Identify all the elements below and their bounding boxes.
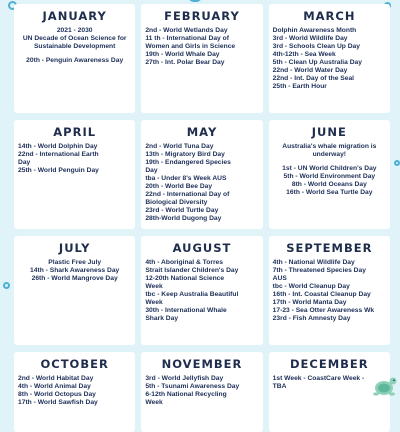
month-card-november: [141, 352, 262, 432]
event-item: Week: [145, 299, 163, 306]
month-title: DECEMBER: [290, 357, 369, 371]
event-list: [145, 27, 258, 67]
event-item: Day: [18, 159, 31, 166]
event-item: 8th - World Octopus Day: [18, 391, 96, 398]
month-title: JUNE: [311, 125, 347, 139]
event-item: 23rd - Fish Amnesty Day: [272, 315, 351, 322]
event-item: 3rd - World Jellyfish Day: [145, 375, 224, 382]
event-list: [273, 143, 386, 197]
event-item: 28th-World Dugong Day: [145, 215, 222, 222]
month-grid: [14, 4, 390, 414]
event-list: [18, 143, 131, 175]
event-item: 22nd - International Earth: [18, 151, 99, 158]
event-list: [18, 259, 131, 283]
event-item: 16th - Int. Coastal Cleanup Day: [272, 291, 371, 298]
event-item: 26th - World Mangrove Day: [31, 275, 118, 282]
month-title: NOVEMBER: [161, 357, 243, 371]
event-item: 12-20th National Science: [145, 275, 225, 282]
event-item: 1st Week - CoastCare Week -: [272, 375, 365, 382]
event-item: 3rd - Schools Clean Up Day: [272, 43, 360, 50]
event-item: 2nd - World Tuna Day: [145, 143, 214, 150]
event-item: 20th - World Bee Day: [145, 183, 213, 190]
event-item: 11 th - International Day of: [145, 35, 229, 42]
event-item: 19th - Endangered Species: [145, 159, 231, 166]
event-item: 4th - World Animal Day: [18, 383, 91, 390]
month-card-april: [14, 120, 135, 229]
event-item: 17th - World Sawfish Day: [18, 399, 98, 406]
event-item: AUS: [272, 275, 287, 282]
event-item: 25th - Earth Hour: [272, 83, 327, 90]
event-item: 25th - World Penguin Day: [18, 167, 99, 174]
event-item: tba - Under 8's Week AUS: [145, 175, 227, 182]
wave-decoration: [188, 0, 202, 2]
month-title: MARCH: [303, 9, 356, 23]
month-card-march: [269, 4, 390, 113]
event-item: Week: [145, 399, 163, 406]
event-list: [145, 259, 258, 323]
event-item: Biological Diversity: [145, 199, 208, 206]
month-card-february: [141, 4, 262, 113]
event-item: underway!: [312, 151, 347, 158]
event-item: Strait Islander Children's Day: [145, 267, 239, 274]
event-item: 5th - Clean Up Australia Day: [272, 59, 362, 66]
event-item: Sustainable Development: [33, 43, 116, 50]
event-item: 5th - World Environment Day: [283, 173, 376, 180]
event-item: 4th - Aboriginal & Torres: [145, 259, 223, 266]
event-item: 5th - Tsunami Awareness Day: [145, 383, 240, 390]
event-item: 2021 - 2030: [56, 27, 93, 34]
event-item: Women and Girls in Science: [145, 43, 236, 50]
event-item: 2nd - World Wetlands Day: [145, 27, 228, 34]
event-item: 20th - Penguin Awareness Day: [26, 57, 124, 64]
event-item: Week: [145, 283, 163, 290]
event-item: 30th - International Whale: [145, 307, 227, 314]
event-item: 3rd - World Wildlife Day: [272, 35, 348, 42]
month-title: MAY: [186, 125, 218, 139]
event-item: 17-23 - Sea Otter Awareness Wk: [272, 307, 375, 314]
event-item: Australia's whale migration is: [282, 143, 377, 150]
month-title: OCTOBER: [40, 357, 109, 371]
event-item: 22nd - Int. Day of the Seal: [272, 75, 355, 82]
event-item: 16th - World Sea Turtle Day: [286, 189, 373, 196]
event-list: [273, 27, 386, 91]
event-list: [145, 143, 258, 223]
event-item: UN Decade of Ocean Science for: [22, 35, 127, 42]
event-item: Plastic Free July: [48, 259, 102, 266]
event-list: [18, 27, 131, 65]
event-item: 22nd - International Day of: [145, 191, 230, 198]
event-item: 17th - World Manta Day: [272, 299, 347, 306]
event-item: 23rd - World Turtle Day: [145, 207, 219, 214]
month-title: AUGUST: [172, 241, 232, 255]
event-item: 27th - Int. Polar Bear Day: [145, 59, 225, 66]
bubble-decoration: [3, 282, 10, 289]
month-title: JULY: [58, 241, 91, 255]
event-item: 4th-12th - Sea Week: [272, 51, 336, 58]
month-card-may: [141, 120, 262, 229]
event-item: 4th - National Wildlife Day: [272, 259, 355, 266]
event-item: 7th - Threatened Species Day: [272, 267, 366, 274]
event-item: 8th - World Oceans Day: [291, 181, 367, 188]
month-title: SEPTEMBER: [286, 241, 373, 255]
month-card-july: [14, 236, 135, 345]
month-card-august: [141, 236, 262, 345]
event-item: 6-12th National Recycling: [145, 391, 227, 398]
event-item: 13th - Migratory Bird Day: [145, 151, 225, 158]
event-item: 14th - Shark Awareness Day: [30, 267, 120, 274]
event-list: [273, 375, 386, 391]
turtle-icon: [370, 374, 398, 398]
event-item: Dolphin Awareness Month: [272, 27, 357, 34]
event-item: tbc - World Cleanup Day: [272, 283, 350, 290]
month-title: FEBRUARY: [164, 9, 240, 23]
event-list: [18, 375, 131, 407]
event-item: 19th - World Whale Day: [145, 51, 220, 58]
bubble-decoration: [394, 160, 400, 166]
event-item: Day: [145, 167, 158, 174]
event-list: [273, 259, 386, 323]
event-item: 14th - World Dolphin Day: [18, 143, 98, 150]
month-card-january: [14, 4, 135, 113]
event-item: tbc - Keep Australia Beautiful: [145, 291, 239, 298]
event-item: 22nd - World Water Day: [272, 67, 348, 74]
month-card-october: [14, 352, 135, 432]
event-item: TBA: [272, 383, 287, 390]
event-item: Shark Day: [145, 315, 179, 322]
event-item: 1st - UN World Children's Day: [282, 165, 377, 172]
month-card-june: [269, 120, 390, 229]
month-title: APRIL: [53, 125, 97, 139]
event-list: [145, 375, 258, 407]
month-title: JANUARY: [42, 9, 107, 23]
event-item: 2nd - World Habitat Day: [18, 375, 94, 382]
month-card-september: [269, 236, 390, 345]
